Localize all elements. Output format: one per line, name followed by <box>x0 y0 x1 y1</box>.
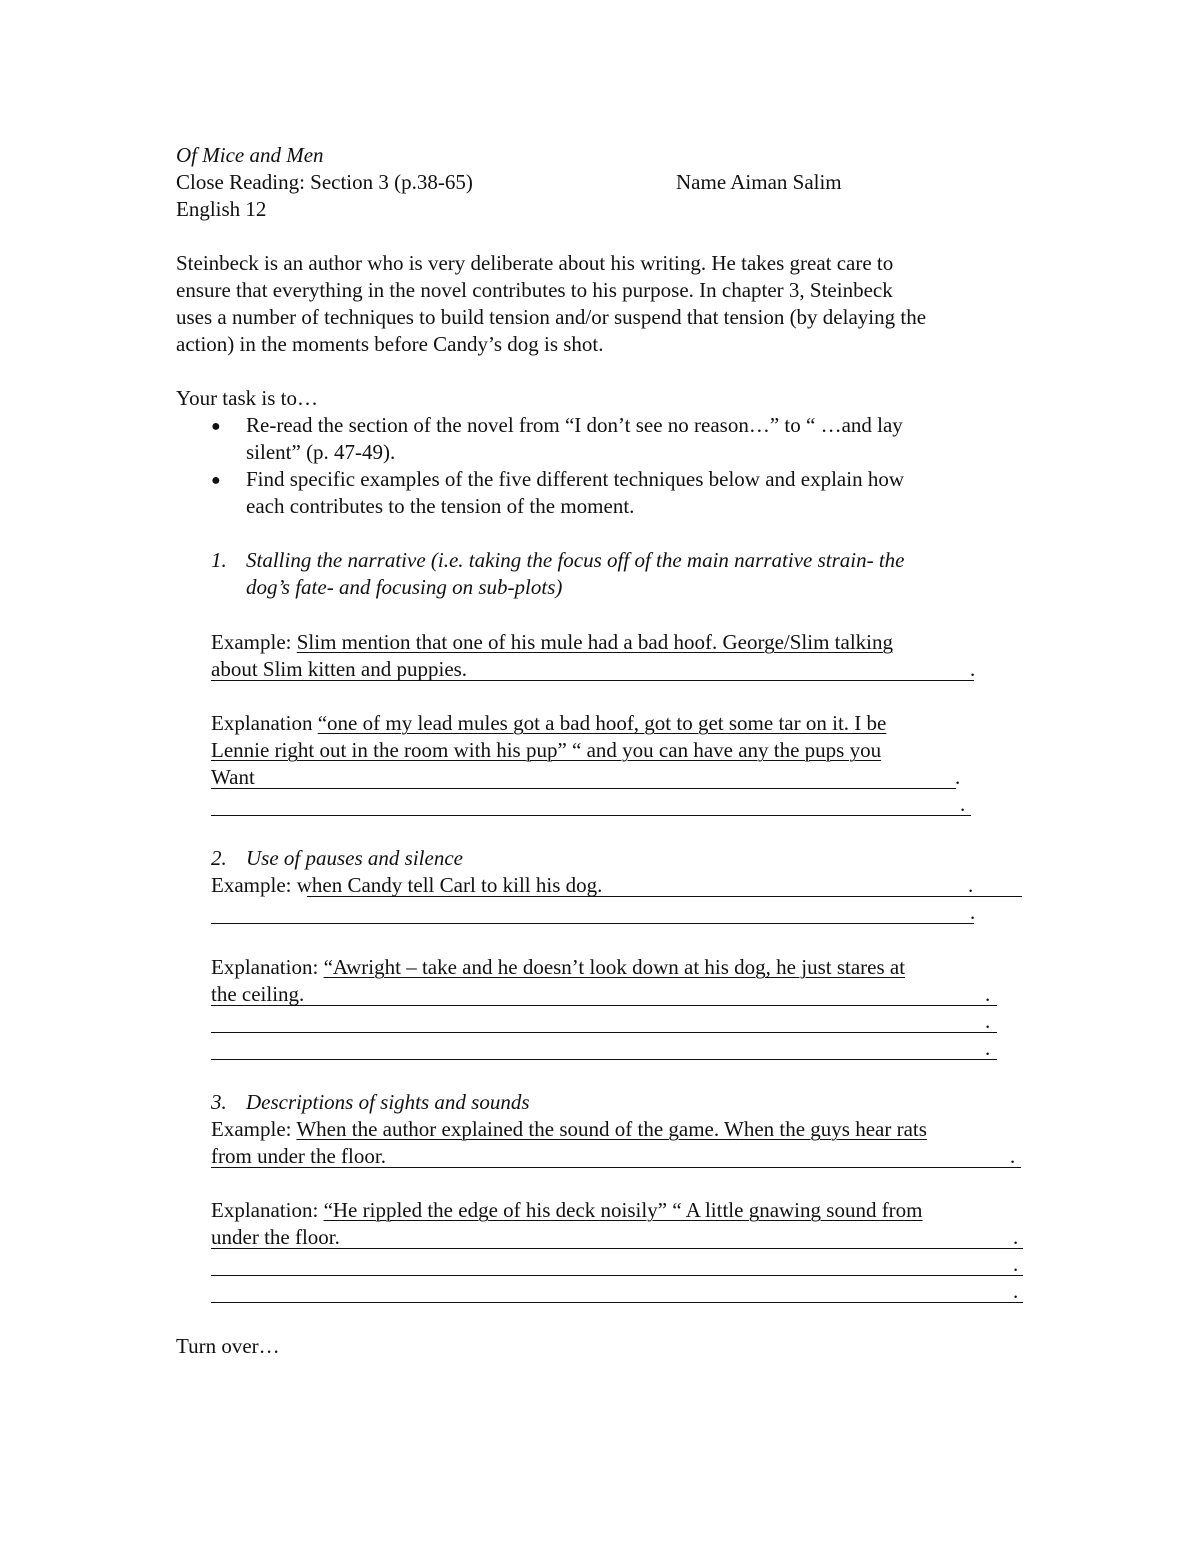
intro-line-3: uses a number of techniques to build tension and/or suspend that tension (by delaying the <box>176 305 927 329</box>
section-1-heading-line-1: Stalling the narrative (i.e. taking the focus off of the main narrative strain- the <box>246 548 905 572</box>
example-answer-line-1: when Candy tell Carl to kill his dog. <box>296 873 603 897</box>
period: . <box>1013 1252 1019 1276</box>
example-answer-line-2: about Slim kitten and puppies. <box>211 657 468 681</box>
section-3-example <box>211 1116 927 1143</box>
explanation-label: Explanation <box>211 711 318 735</box>
period: . <box>1013 1225 1019 1249</box>
example-answer-line-2: from under the floor. <box>211 1144 386 1168</box>
explanation-answer-line-2: under the floor. <box>211 1225 340 1249</box>
period: . <box>985 982 991 1006</box>
task-bullet-2-line-2: each contributes to the tension of the moment. <box>246 494 635 518</box>
period: . <box>1010 1144 1016 1168</box>
explanation-answer-line-3: Want <box>211 765 255 789</box>
period: . <box>970 657 976 681</box>
task-bullet-1-line-1: Re-read the section of the novel from “I don’t see no reason…” to “ …and lay <box>246 413 903 437</box>
section-3-explanation <box>211 1197 923 1224</box>
explanation-answer-line-1: “Awright – take and he doesn’t look down at his dog, he just stares at <box>323 955 906 979</box>
section-2-heading: Use of pauses and silence <box>246 846 463 870</box>
task-heading: Your task is to… <box>176 386 318 410</box>
section-1-number: 1. <box>211 548 227 572</box>
section-2-example <box>211 872 602 899</box>
example-label: Example: <box>211 873 297 897</box>
intro-line-2: ensure that everything in the novel contributes to his purpose. In chapter 3, Steinbeck <box>176 278 893 302</box>
explanation-label: Explanation: <box>211 955 324 979</box>
course-label: English 12 <box>176 197 267 221</box>
explanation-answer-line-2: the ceiling. <box>211 982 305 1006</box>
section-1-heading-line-2: dog’s fate- and focusing on sub-plots) <box>246 575 563 599</box>
explanation-answer-line-1: “one of my lead mules got a bad hoof, got to get some tar on it. I be <box>317 711 887 735</box>
explanation-answer-line-2: Lennie right out in the room with his pup” “ and you can have any the pups you <box>211 738 882 762</box>
period: . <box>985 1009 991 1033</box>
turn-over-note: Turn over… <box>176 1334 280 1358</box>
answer-rule <box>211 788 956 789</box>
example-label: Example: <box>211 1117 297 1141</box>
explanation-label: Explanation: <box>211 1198 324 1222</box>
section-2-explanation <box>211 954 905 981</box>
section-1-example <box>211 629 893 656</box>
period: . <box>1013 1279 1019 1303</box>
example-answer-line-1: Slim mention that one of his mule had a bad hoof. George/Slim talking <box>296 630 894 654</box>
explanation-answer-line-1: “He rippled the edge of his deck noisily” “ A little gnawing sound from <box>323 1198 923 1222</box>
section-3-number: 3. <box>211 1090 227 1114</box>
answer-rule <box>211 1275 1023 1276</box>
example-answer-line-1: When the author explained the sound of the game. When the guys hear rats <box>296 1117 927 1141</box>
answer-rule <box>211 1059 997 1060</box>
intro-line-1: Steinbeck is an author who is very deliberate about his writing. He takes great care to <box>176 251 894 275</box>
answer-rule <box>211 1005 997 1006</box>
answer-rule <box>211 1302 1023 1303</box>
section-2-number: 2. <box>211 846 227 870</box>
task-bullet-1-line-2: silent” (p. 47-49). <box>246 440 396 464</box>
section-3-heading: Descriptions of sights and sounds <box>246 1090 530 1114</box>
book-title: Of Mice and Men <box>176 143 324 167</box>
answer-rule <box>211 815 971 816</box>
period: . <box>960 792 966 816</box>
bullet-icon: ● <box>211 418 221 435</box>
period: . <box>970 900 976 924</box>
period: . <box>955 765 961 789</box>
bullet-icon: ● <box>211 472 221 489</box>
intro-line-4: action) in the moments before Candy’s dog is shot. <box>176 332 604 356</box>
period: . <box>985 1036 991 1060</box>
answer-rule <box>211 923 974 924</box>
answer-rule <box>211 1032 997 1033</box>
period: . <box>968 873 974 897</box>
section-1-explanation <box>211 710 886 737</box>
student-name: Name Aiman Salim <box>676 170 842 194</box>
task-bullet-2-line-1: Find specific examples of the five different techniques below and explain how <box>246 467 904 491</box>
example-label: Example: <box>211 630 297 654</box>
subtitle: Close Reading: Section 3 (p.38-65) <box>176 170 473 194</box>
answer-rule <box>307 896 1022 897</box>
